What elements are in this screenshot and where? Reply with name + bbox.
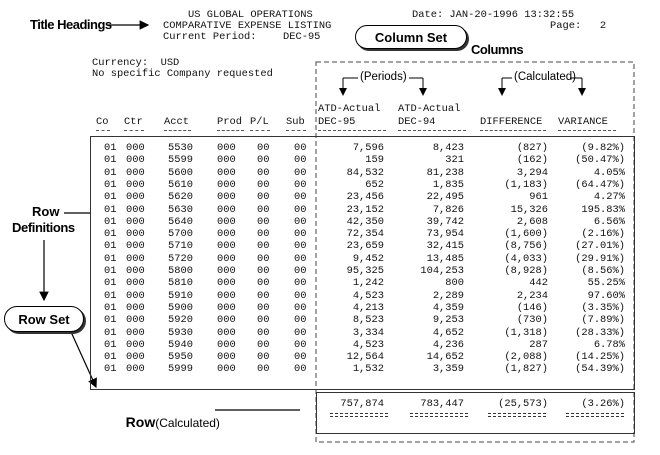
- col-variance: VARIANCE: [558, 116, 608, 128]
- cell-d: (146): [516, 301, 548, 314]
- cell-a: 4,213: [352, 301, 384, 314]
- report-period-label: Current Period:: [163, 31, 257, 43]
- cell-prod: 000: [217, 351, 236, 364]
- cell-d: (2,088): [504, 351, 548, 364]
- cell-a: 7,596: [352, 142, 384, 154]
- cell-sub: 00: [294, 228, 307, 241]
- row-calculated-label: [119, 400, 220, 430]
- cell-b: 81,238: [426, 166, 464, 179]
- cell-v: (2.16%): [581, 228, 625, 241]
- cell-pl: 00: [257, 265, 270, 277]
- cell-a: 3,334: [352, 326, 384, 339]
- cell-pl: 00: [257, 351, 270, 364]
- cell-pl: 00: [257, 314, 270, 327]
- cell-v: (8.56%): [581, 265, 625, 277]
- cell-pl: 00: [257, 301, 270, 314]
- cell-d: (162): [516, 154, 548, 167]
- cell-d: (1,827): [504, 363, 548, 376]
- total-atd1: 757,874: [340, 398, 384, 410]
- cell-co: 01: [104, 277, 117, 290]
- cell-acct: 5999: [168, 363, 193, 376]
- col-pl: P/L: [250, 116, 269, 128]
- cell-co: 01: [104, 240, 117, 253]
- cell-sub: 00: [294, 363, 307, 376]
- cell-v: 6.78%: [593, 338, 625, 351]
- cell-pl: 00: [257, 178, 270, 191]
- periods-label: (Periods): [360, 71, 407, 83]
- report-date: Date: JAN-20-1996 13:32:55: [412, 9, 575, 21]
- cell-sub: 00: [294, 277, 307, 290]
- cell-sub: 00: [294, 265, 307, 277]
- total-atd2: 783,447: [420, 398, 464, 410]
- cell-ctr: 000: [126, 191, 145, 204]
- cell-b: 73,954: [426, 228, 464, 241]
- cell-pl: 00: [257, 191, 270, 204]
- cell-prod: 000: [217, 142, 236, 154]
- cell-prod: 000: [217, 166, 236, 179]
- cell-d: (4,033): [504, 252, 548, 265]
- cell-a: 1,242: [352, 277, 384, 290]
- cell-sub: 00: [294, 289, 307, 302]
- cell-co: 01: [104, 228, 117, 241]
- cell-co: 01: [104, 154, 117, 167]
- cell-ctr: 000: [126, 166, 145, 179]
- cell-v: (54.39%): [575, 363, 625, 376]
- cell-b: 4,236: [432, 338, 464, 351]
- cell-ctr: 000: [126, 301, 145, 314]
- cell-prod: 000: [217, 338, 236, 351]
- cell-co: 01: [104, 289, 117, 302]
- column-set-badge: Column Set: [355, 25, 467, 49]
- cell-v: (14.25%): [575, 351, 625, 364]
- cell-prod: 000: [217, 178, 236, 191]
- cell-sub: 00: [294, 351, 307, 364]
- cell-co: 01: [104, 166, 117, 179]
- cell-b: 4,652: [432, 326, 464, 339]
- cell-ctr: 000: [126, 154, 145, 167]
- cell-v: (9.82%): [581, 142, 625, 154]
- cell-b: 321: [445, 154, 464, 167]
- cell-ctr: 000: [126, 252, 145, 265]
- cell-acct: 5950: [168, 351, 193, 364]
- cell-sub: 00: [294, 240, 307, 253]
- cell-v: 6.56%: [593, 215, 625, 228]
- cell-sub: 00: [294, 154, 307, 167]
- cell-d: (8,756): [504, 240, 548, 253]
- cell-acct: 5700: [168, 228, 193, 241]
- total-variance: (3.26%): [581, 398, 625, 410]
- cell-pl: 00: [257, 142, 270, 154]
- cell-acct: 5920: [168, 314, 193, 327]
- cell-acct: 5910: [168, 289, 193, 302]
- col-atd1-line1: ATD-Actual: [318, 103, 381, 115]
- cell-b: 1,835: [432, 178, 464, 191]
- cell-co: 01: [104, 351, 117, 364]
- cell-prod: 000: [217, 301, 236, 314]
- cell-d: 961: [529, 191, 548, 204]
- cell-pl: 00: [257, 166, 270, 179]
- cell-b: 2,289: [432, 289, 464, 302]
- row-set-badge: Row Set: [4, 306, 84, 332]
- cell-sub: 00: [294, 142, 307, 154]
- cell-v: 195.83%: [581, 203, 625, 216]
- cell-a: 9,452: [352, 252, 384, 265]
- cell-a: 4,523: [352, 289, 384, 302]
- cell-sub: 00: [294, 215, 307, 228]
- row-definitions-label-2: Definitions: [12, 220, 75, 235]
- cell-ctr: 000: [126, 265, 145, 277]
- cell-prod: 000: [217, 191, 236, 204]
- cell-v: (29.91%): [575, 252, 625, 265]
- cell-a: 652: [365, 178, 384, 191]
- cell-acct: 5620: [168, 191, 193, 204]
- cell-prod: 000: [217, 289, 236, 302]
- report-page: Page: 2: [550, 20, 607, 32]
- col-atd1-line2: DEC-95: [318, 116, 356, 128]
- cell-sub: 00: [294, 166, 307, 179]
- cell-b: 9,253: [432, 314, 464, 327]
- cell-v: 55.25%: [587, 277, 625, 290]
- cell-co: 01: [104, 326, 117, 339]
- cell-acct: 5710: [168, 240, 193, 253]
- cell-co: 01: [104, 314, 117, 327]
- cell-pl: 00: [257, 228, 270, 241]
- cell-prod: 000: [217, 277, 236, 290]
- cell-co: 01: [104, 142, 117, 154]
- cell-a: 72,354: [346, 228, 384, 241]
- cell-ctr: 000: [126, 203, 145, 216]
- cell-v: (64.47%): [575, 178, 625, 191]
- cell-pl: 00: [257, 215, 270, 228]
- cell-acct: 5610: [168, 178, 193, 191]
- cell-co: 01: [104, 215, 117, 228]
- cell-prod: 000: [217, 326, 236, 339]
- cell-acct: 5930: [168, 326, 193, 339]
- cell-d: 3,294: [516, 166, 548, 179]
- cell-ctr: 000: [126, 338, 145, 351]
- cell-co: 01: [104, 203, 117, 216]
- cell-d: (8,928): [504, 265, 548, 277]
- cell-sub: 00: [294, 178, 307, 191]
- cell-b: 7,826: [432, 203, 464, 216]
- cell-v: 4.05%: [593, 166, 625, 179]
- report-currency: Currency: USD: [92, 57, 180, 69]
- cell-sub: 00: [294, 203, 307, 216]
- cell-prod: 000: [217, 252, 236, 265]
- cell-prod: 000: [217, 265, 236, 277]
- cell-pl: 00: [257, 363, 270, 376]
- cell-co: 01: [104, 363, 117, 376]
- cell-b: 104,253: [420, 265, 464, 277]
- cell-v: 97.60%: [587, 289, 625, 302]
- cell-a: 23,152: [346, 203, 384, 216]
- cell-acct: 5900: [168, 301, 193, 314]
- cell-a: 12,564: [346, 351, 384, 364]
- cell-b: 13,485: [426, 252, 464, 265]
- cell-ctr: 000: [126, 142, 145, 154]
- cell-acct: 5720: [168, 252, 193, 265]
- cell-ctr: 000: [126, 326, 145, 339]
- cell-ctr: 000: [126, 289, 145, 302]
- cell-ctr: 000: [126, 351, 145, 364]
- cell-v: (7.89%): [581, 314, 625, 327]
- col-atd2-line2: DEC-94: [398, 116, 436, 128]
- cell-acct: 5810: [168, 277, 193, 290]
- cell-v: (28.33%): [575, 326, 625, 339]
- row-calculated-label-bold: Row: [125, 414, 156, 430]
- cell-b: 22,495: [426, 191, 464, 204]
- cell-prod: 000: [217, 314, 236, 327]
- cell-pl: 00: [257, 338, 270, 351]
- cell-d: (1,600): [504, 228, 548, 241]
- cell-d: 2,608: [516, 215, 548, 228]
- cell-b: 14,652: [426, 351, 464, 364]
- cell-a: 95,325: [346, 265, 384, 277]
- columns-label: Columns: [471, 42, 524, 57]
- cell-v: (50.47%): [575, 154, 625, 167]
- cell-ctr: 000: [126, 363, 145, 376]
- cell-ctr: 000: [126, 277, 145, 290]
- col-difference: DIFFERENCE: [480, 116, 543, 128]
- cell-d: 287: [529, 338, 548, 351]
- cell-d: 15,326: [510, 203, 548, 216]
- col-atd2-line1: ATD-Actual: [398, 103, 461, 115]
- cell-a: 23,659: [346, 240, 384, 253]
- col-sub: Sub: [286, 116, 305, 128]
- cell-acct: 5630: [168, 203, 193, 216]
- col-prod: Prod: [217, 116, 242, 128]
- cell-b: 800: [445, 277, 464, 290]
- cell-sub: 00: [294, 314, 307, 327]
- report-company-note: No specific Company requested: [92, 68, 273, 80]
- cell-sub: 00: [294, 191, 307, 204]
- cell-a: 42,350: [346, 215, 384, 228]
- cell-acct: 5600: [168, 166, 193, 179]
- cell-b: 32,415: [426, 240, 464, 253]
- cell-b: 8,423: [432, 142, 464, 154]
- cell-a: 84,532: [346, 166, 384, 179]
- cell-ctr: 000: [126, 228, 145, 241]
- col-acct: Acct: [164, 116, 189, 128]
- title-headings-label: Title Headings: [30, 17, 112, 32]
- cell-co: 01: [104, 178, 117, 191]
- row-definitions-label-1: Row: [32, 204, 60, 219]
- report-title-2: COMPARATIVE EXPENSE LISTING: [163, 20, 332, 32]
- cell-b: 3,359: [432, 363, 464, 376]
- cell-acct: 5800: [168, 265, 193, 277]
- cell-d: (827): [516, 142, 548, 154]
- row-calculated-label-rest: (Calculated): [155, 416, 220, 430]
- cell-prod: 000: [217, 154, 236, 167]
- cell-prod: 000: [217, 240, 236, 253]
- cell-v: (3.35%): [581, 301, 625, 314]
- cell-pl: 00: [257, 154, 270, 167]
- cell-v: (27.01%): [575, 240, 625, 253]
- cell-acct: 5640: [168, 215, 193, 228]
- cell-b: 39,742: [426, 215, 464, 228]
- cell-pl: 00: [257, 326, 270, 339]
- cell-acct: 5530: [168, 142, 193, 154]
- cell-co: 01: [104, 338, 117, 351]
- report-title-1: US GLOBAL OPERATIONS: [188, 9, 313, 21]
- cell-sub: 00: [294, 301, 307, 314]
- cell-a: 4,523: [352, 338, 384, 351]
- cell-a: 1,532: [352, 363, 384, 376]
- cell-prod: 000: [217, 203, 236, 216]
- total-difference: (25,573): [498, 398, 548, 410]
- cell-d: (1,318): [504, 326, 548, 339]
- cell-ctr: 000: [126, 215, 145, 228]
- cell-acct: 5599: [168, 154, 193, 167]
- cell-d: 442: [529, 277, 548, 290]
- cell-pl: 00: [257, 240, 270, 253]
- cell-ctr: 000: [126, 314, 145, 327]
- cell-co: 01: [104, 191, 117, 204]
- cell-pl: 00: [257, 289, 270, 302]
- cell-a: 23,456: [346, 191, 384, 204]
- cell-prod: 000: [217, 363, 236, 376]
- calculated-label: (Calculated): [514, 71, 576, 83]
- cell-a: 159: [365, 154, 384, 167]
- col-co: Co: [96, 116, 109, 128]
- report-period-value: DEC-95: [283, 31, 321, 43]
- cell-pl: 00: [257, 252, 270, 265]
- cell-a: 8,523: [352, 314, 384, 327]
- col-ctr: Ctr: [124, 116, 143, 128]
- cell-pl: 00: [257, 277, 270, 290]
- cell-prod: 000: [217, 215, 236, 228]
- cell-co: 01: [104, 301, 117, 314]
- cell-prod: 000: [217, 228, 236, 241]
- cell-v: 4.27%: [593, 191, 625, 204]
- cell-pl: 00: [257, 203, 270, 216]
- cell-sub: 00: [294, 326, 307, 339]
- cell-sub: 00: [294, 252, 307, 265]
- cell-d: (730): [516, 314, 548, 327]
- cell-acct: 5940: [168, 338, 193, 351]
- cell-co: 01: [104, 265, 117, 277]
- cell-sub: 00: [294, 338, 307, 351]
- cell-co: 01: [104, 252, 117, 265]
- cell-d: (1,183): [504, 178, 548, 191]
- cell-d: 2,234: [516, 289, 548, 302]
- cell-ctr: 000: [126, 240, 145, 253]
- cell-ctr: 000: [126, 178, 145, 191]
- cell-b: 4,359: [432, 301, 464, 314]
